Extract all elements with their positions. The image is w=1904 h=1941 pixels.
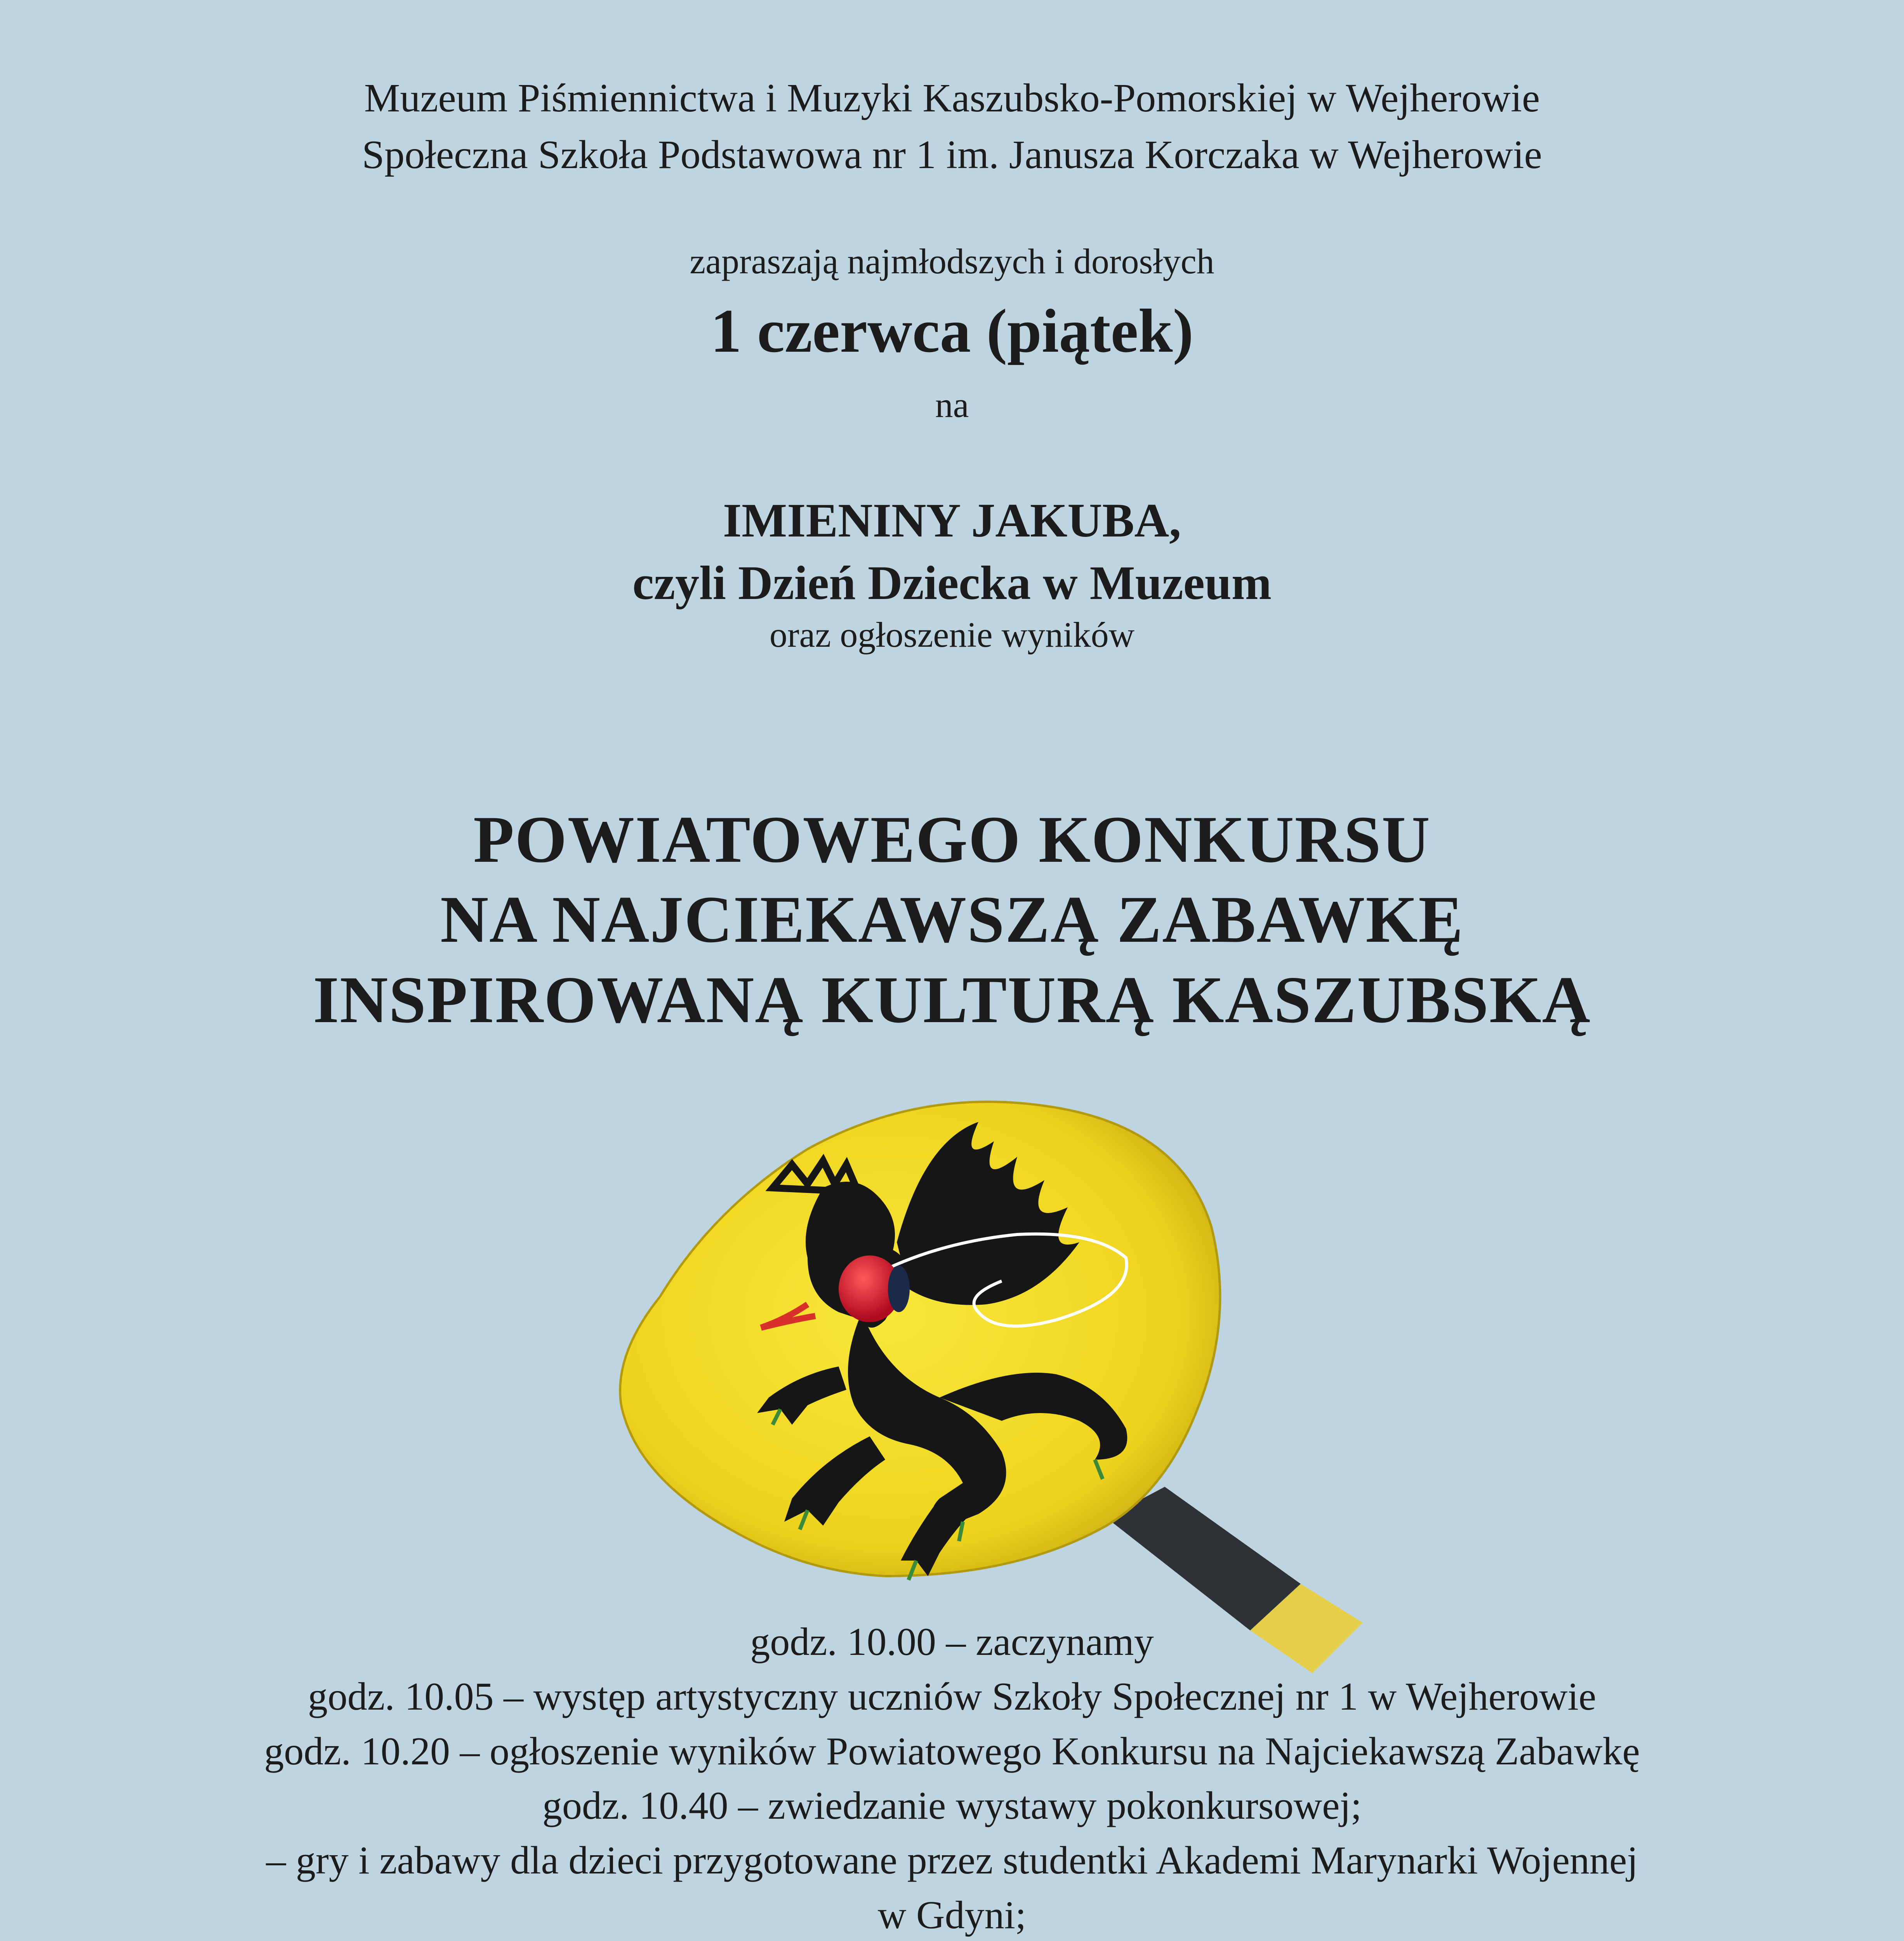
schedule-item: – gry i zabawy dla dzieci przygotowane przez studentki Akademi Marynarki Wojennej bbox=[266, 1839, 1638, 1882]
results-announcement: oraz ogłoszenie wyników bbox=[769, 615, 1135, 655]
event-title bbox=[0, 489, 1904, 655]
organizer-museum: Muzeum Piśmiennictwa i Muzyki Kaszubsko-Pomorskiej w Wejherowie bbox=[364, 76, 1540, 120]
schedule-item: w Gdyni; bbox=[877, 1893, 1027, 1937]
contest-title-line-1: POWIATOWEGO KONKURSU bbox=[473, 803, 1431, 877]
invite-text: zapraszają najmłodszych i dorosłych bbox=[690, 241, 1214, 281]
schedule-item: godz. 10.40 – zwiedzanie wystawy pokonkursowej; bbox=[542, 1784, 1362, 1828]
event-title-line-2: czyli Dzień Dziecka w Muzeum bbox=[632, 556, 1272, 610]
schedule-item: godz. 10.20 – ogłoszenie wyników Powiatowego Konkursu na Najciekawszą Zabawkę bbox=[264, 1729, 1640, 1773]
contest-title bbox=[0, 800, 1904, 1040]
contest-title-line-2: NA NAJCIEKAWSZĄ ZABAWKĘ bbox=[440, 883, 1464, 957]
organizer-school: Społeczna Szkoła Podstawowa nr 1 im. Janusza Korczaka w Wejherowie bbox=[362, 132, 1542, 177]
event-date: 1 czerwca (piątek) bbox=[711, 296, 1193, 365]
toy-paddle-griffin-image bbox=[590, 1025, 1405, 1685]
schedule bbox=[0, 1615, 1904, 1941]
schedule-item: godz. 10.05 – występ artystyczny uczniów Szkoły Społecznej nr 1 w Wejherowie bbox=[307, 1674, 1597, 1719]
event-title-line-1: IMIENINY JAKUBA, bbox=[723, 494, 1181, 547]
schedule-item: godz. 10.00 – zaczynamy bbox=[750, 1620, 1154, 1664]
organizers bbox=[0, 70, 1904, 183]
contest-title-line-3: INSPIROWANĄ KULTURĄ KASZUBSKĄ bbox=[313, 963, 1591, 1037]
na-text: na bbox=[935, 385, 969, 425]
